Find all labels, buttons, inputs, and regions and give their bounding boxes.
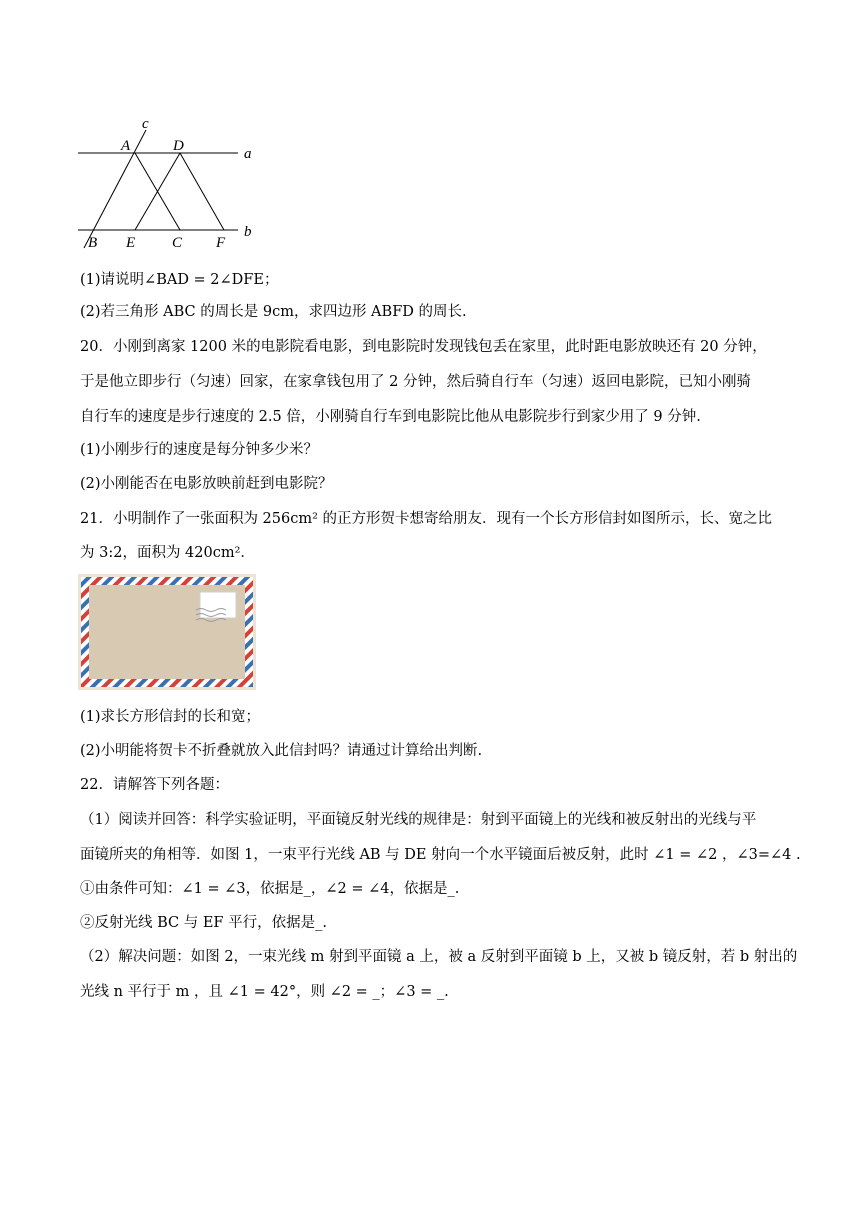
q21-part1: (1)求长方形信封的长和宽； [80, 709, 261, 725]
label-F: F [216, 235, 226, 251]
q22-heading: 22．请解答下列各题： [80, 777, 229, 793]
q22-line2: 面镜所夹的角相等．如图 1，一束平行光线 AB 与 DE 射向一个水平镜面后被反射，此时 ∠1 = ∠2 ，∠3=∠4 . [80, 847, 801, 863]
geometry-figure [0, 0, 860, 260]
label-D: D [173, 138, 184, 154]
q21-part2: (2)小明能将贺卡不折叠就放入此信封吗？请通过计算给出判断. [80, 743, 483, 759]
q20-line2: 于是他立即步行（匀速）回家，在家拿钱包用了 2 分钟，然后骑自行车（匀速）返回电影院，已知小刚骑 [80, 374, 751, 390]
q21-line2: 为 3:2，面积为 420cm²． [80, 545, 255, 561]
q19-part2: (2)若三角形 ABC 的周长是 9cm，求四边形 ABFD 的周长. [80, 304, 467, 320]
q19-part1: (1)请说明∠BAD = 2∠DFE； [80, 272, 279, 288]
q22-line4: ②反射光线 BC 与 EF 平行，依据是_. [80, 915, 327, 931]
q20-part2: (2)小刚能否在电影放映前赶到电影院？ [80, 476, 333, 492]
q22-line3: ①由条件可知：∠1 = ∠3，依据是_，∠2 = ∠4，依据是_. [80, 881, 460, 897]
label-b: b [244, 224, 252, 240]
label-c: c [142, 116, 149, 132]
q22-line5: （2）解决问题：如图 2，一束光线 m 射到平面镜 a 上，被 a 反射到平面镜 b 上，又被 b 镜反射，若 b 射出的 [80, 949, 798, 965]
q20-line3: 自行车的速度是步行速度的 2.5 倍，小刚骑自行车到电影院比他从电影院步行到家少用了 9 分钟. [80, 409, 701, 425]
envelope-illustration [78, 574, 258, 692]
q20-line1: 20．小刚到离家 1200 米的电影院看电影，到电影院时发现钱包丢在家里，此时距电影放映还有 20 分钟， [80, 339, 767, 355]
label-E: E [126, 235, 136, 251]
q22-line6: 光线 n 平行于 m ，且 ∠1 = 42°，则 ∠2 = _；∠3 = _. [80, 984, 449, 1000]
segment-DF [180, 153, 224, 230]
q22-line1: （1）阅读并回答：科学实验证明，平面镜反射光线的规律是：射到平面镜上的光线和被反射出的光线与平 [80, 812, 757, 828]
q21-line1: 21．小明制作了一张面积为 256cm² 的正方形贺卡想寄给朋友．现有一个长方形信封如图所示，长、宽之比 [80, 511, 773, 527]
q20-part1: (1)小刚步行的速度是每分钟多少米？ [80, 442, 319, 458]
label-C: C [172, 235, 183, 251]
label-a: a [244, 146, 252, 162]
label-B: B [88, 235, 98, 251]
label-A: A [121, 138, 131, 154]
